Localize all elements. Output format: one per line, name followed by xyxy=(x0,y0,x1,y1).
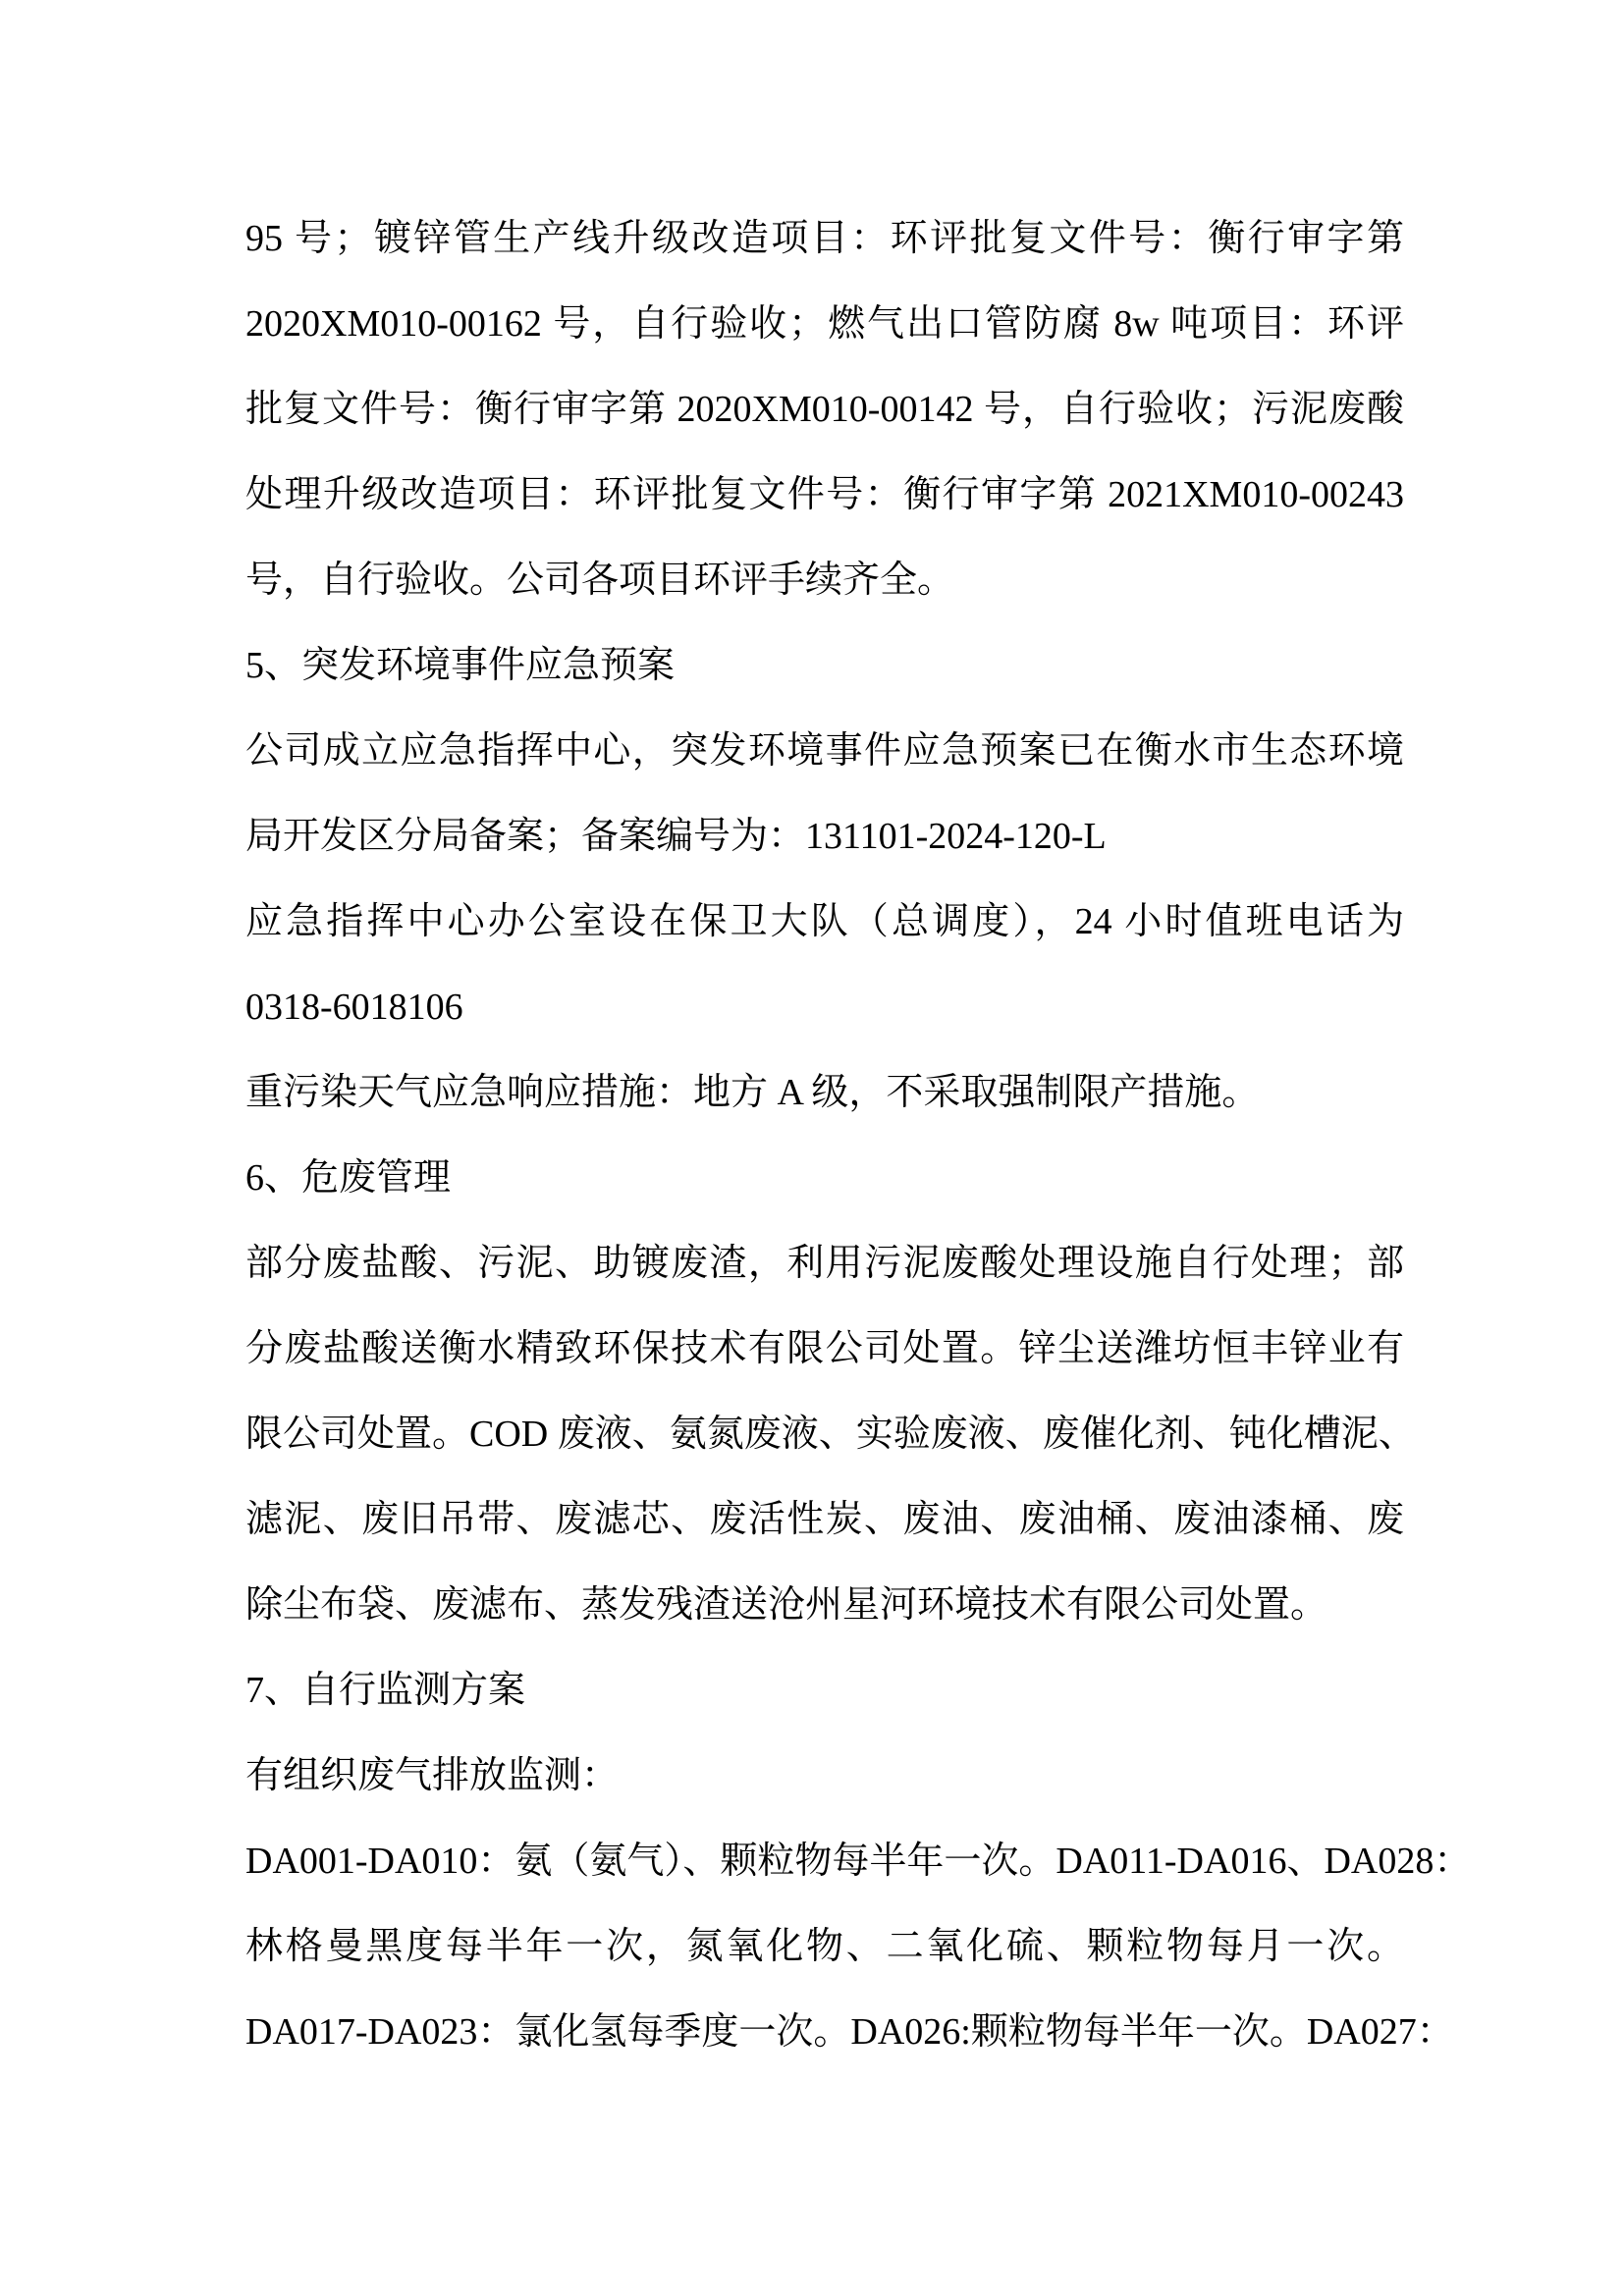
section-heading-6: 6、危废管理 xyxy=(245,1157,452,1199)
text-line: 批复文件号：衡行审字第 2020XM010-00142 号，自行验收；污泥废酸 xyxy=(245,389,1404,430)
phone-number-line: 0318-6018106 xyxy=(245,987,463,1028)
text-line: 局开发区分局备案；备案编号为：131101-2024-120-L xyxy=(245,816,1107,857)
text-line: DA017-DA023：氯化氢每季度一次。DA026:颗粒物每半年一次。DA027： xyxy=(245,2011,1454,2053)
text-line: 林格曼黑度每半年一次，氮氧化物、二氧化硫、颗粒物每月一次。 xyxy=(245,1926,1404,1967)
text-line: 公司成立应急指挥中心，突发环境事件应急预案已在衡水市生态环境 xyxy=(245,730,1404,772)
text-line: 除尘布袋、废滤布、蒸发残渣送沧州星河环境技术有限公司处置。 xyxy=(245,1584,1328,1626)
text-line: 处理升级改造项目：环评批复文件号：衡行审字第 2021XM010-00243 xyxy=(245,474,1404,515)
text-line: 应急指挥中心办公室设在保卫大队（总调度），24 小时值班电话为 xyxy=(245,901,1404,942)
text-line: 限公司处置。COD 废液、氨氮废液、实验废液、废催化剂、钝化槽泥、 xyxy=(245,1414,1416,1455)
text-line: 分废盐酸送衡水精致环保技术有限公司处置。锌尘送潍坊恒丰锌业有 xyxy=(245,1328,1404,1369)
text-line: 部分废盐酸、污泥、助镀废渣，利用污泥废酸处理设施自行处理；部 xyxy=(245,1243,1404,1284)
text-line: DA001-DA010：氨（氨气）、颗粒物每半年一次。DA011-DA016、DA028： xyxy=(245,1841,1472,1882)
text-line: 号，自行验收。公司各项目环评手续齐全。 xyxy=(245,560,955,601)
text-line: 有组织废气排放监测： xyxy=(245,1755,620,1796)
text-line: 95 号；镀锌管生产线升级改造项目：环评批复文件号：衡行审字第 xyxy=(245,218,1404,259)
section-heading-7: 7、自行监测方案 xyxy=(245,1670,526,1711)
text-line: 2020XM010-00162 号，自行验收；燃气出口管防腐 8w 吨项目：环评 xyxy=(245,303,1404,345)
text-line: 滤泥、废旧吊带、废滤芯、废活性炭、废油、废油桶、废油漆桶、废 xyxy=(245,1499,1404,1540)
section-heading-5: 5、突发环境事件应急预案 xyxy=(245,645,676,686)
document-text-block xyxy=(245,196,1472,2075)
text-line: 重污染天气应急响应措施：地方 A 级，不采取强制限产措施。 xyxy=(245,1072,1260,1113)
